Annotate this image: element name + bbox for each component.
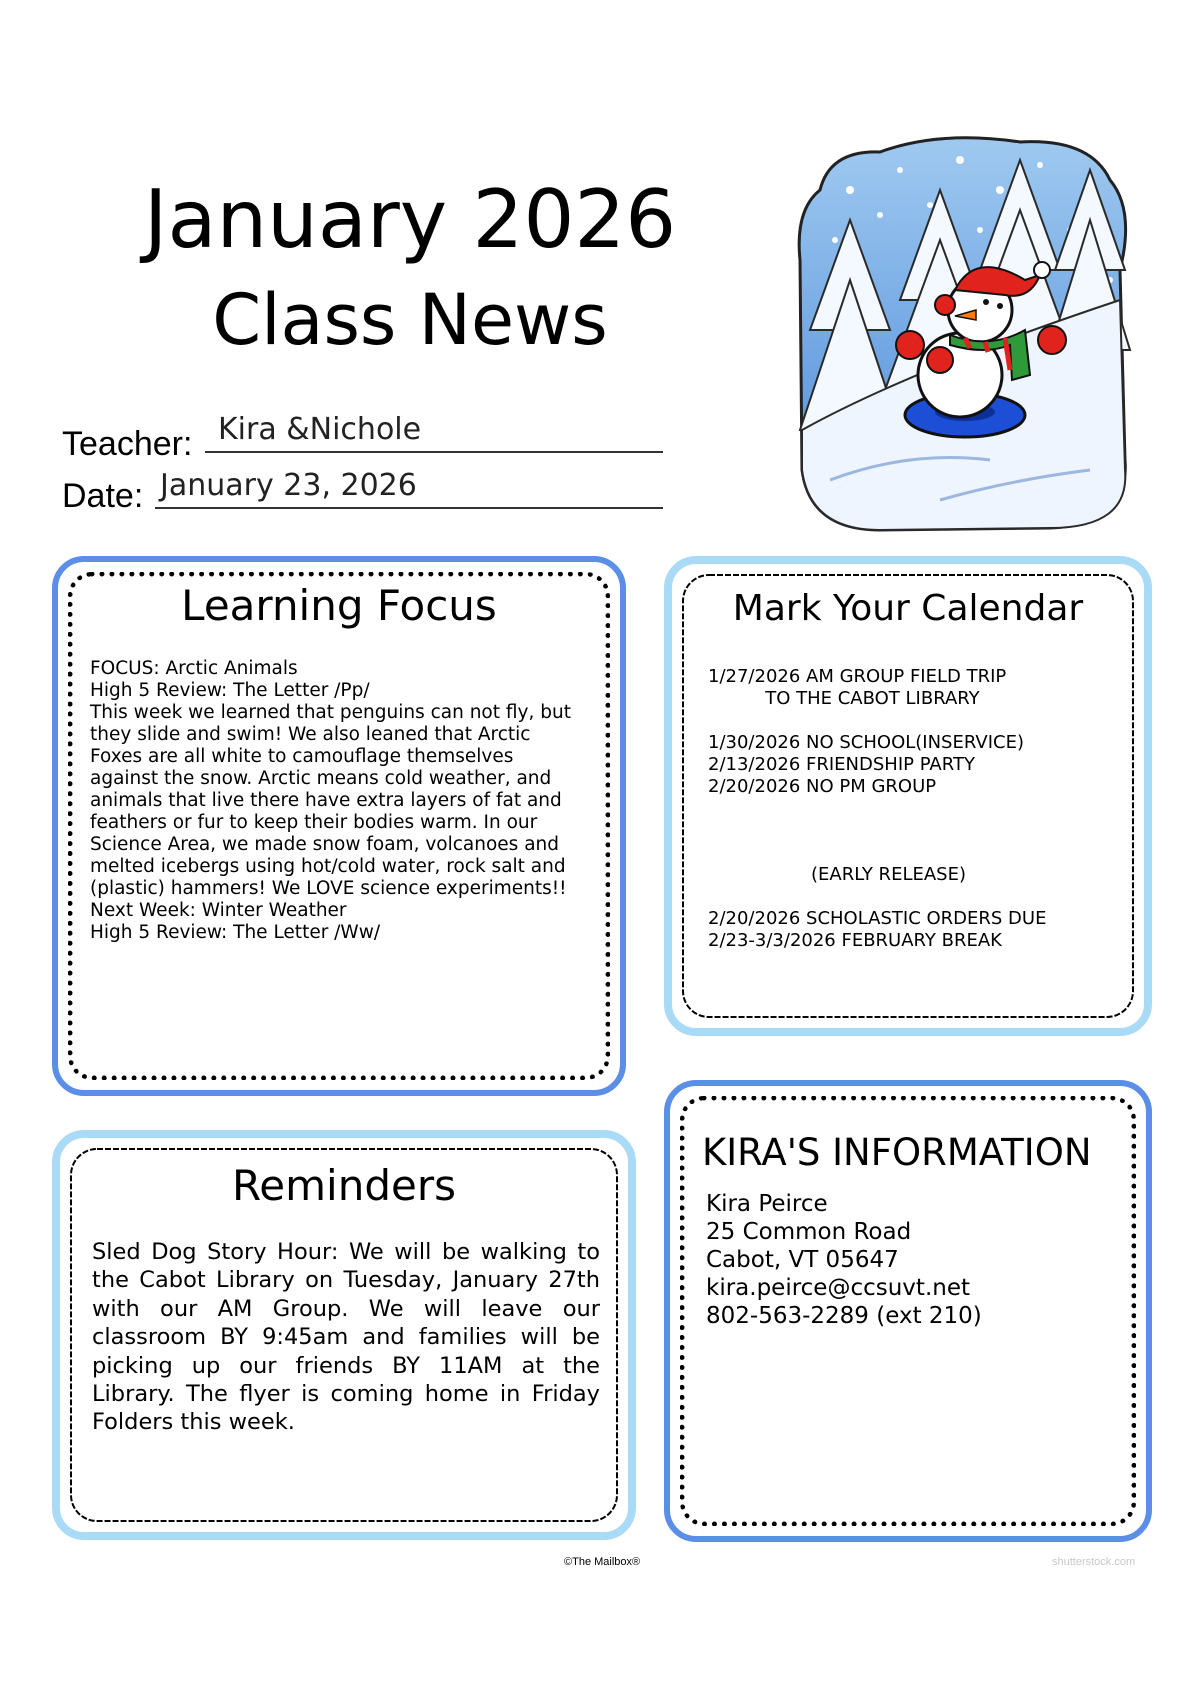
- learning-focus-line: This week we learned that penguins can not fly, but: [90, 702, 571, 723]
- contact-line: 802-563-2289 (ext 210): [706, 1303, 982, 1329]
- learning-focus-line: animals that live there have extra layers of fat and: [90, 790, 562, 811]
- watermark: shutterstock.com: [1052, 1556, 1136, 1568]
- page-title: January 2026: [143, 173, 677, 266]
- calendar-entry: (EARLY RELEASE): [708, 864, 966, 885]
- calendar-entry: [708, 886, 1128, 908]
- learning-focus-panel: [52, 556, 626, 1096]
- calendar-entry: TO THE CABOT LIBRARY: [708, 688, 980, 709]
- contact-line: Kira Peirce: [706, 1191, 828, 1217]
- reminders-body: Sled Dog Story Hour: We will be walking to the Cabot Library on Tuesday, January 27th with our AM Group. We will leave our classroom BY 9:45am and families will be picking up our friends BY 11AM at the Library. The flyer is coming home in Friday Folders this week.: [92, 1239, 600, 1436]
- learning-focus-line: (plastic) hammers! We LOVE science experiments!!: [90, 878, 567, 899]
- learning-focus-line: High 5 Review: The Letter /Pp/: [90, 680, 370, 701]
- learning-focus-body: [90, 658, 610, 944]
- calendar-entry: [708, 842, 1128, 864]
- calendar-entry: 1/30/2026 NO SCHOOL(INSERVICE): [708, 732, 1024, 753]
- calendar-body: [708, 666, 1128, 952]
- learning-focus-title: Learning Focus: [181, 581, 497, 630]
- teacher-underline: [205, 451, 663, 453]
- date-label: Date:: [62, 477, 144, 515]
- calendar-entry: 2/20/2026 SCHOLASTIC ORDERS DUE: [708, 908, 1047, 929]
- learning-focus-line: FOCUS: Arctic Animals: [90, 658, 298, 679]
- learning-focus-line: against the snow. Arctic means cold weather, and: [90, 768, 552, 789]
- reminders-panel: [52, 1130, 636, 1540]
- teacher-value: Kira &Nichole: [218, 412, 422, 447]
- date-value: January 23, 2026: [160, 468, 417, 503]
- calendar-entry: 2/23-3/3/2026 FEBRUARY BREAK: [708, 930, 1002, 951]
- learning-focus-line: Science Area, we made snow foam, volcanoes and: [90, 834, 559, 855]
- snowman-sledding-icon: [790, 130, 1140, 540]
- kira-info-body: [706, 1190, 1126, 1330]
- contact-line: Cabot, VT 05647: [706, 1247, 899, 1273]
- learning-focus-line: they slide and swim! We also leaned that Arctic: [90, 724, 531, 745]
- contact-line: kira.peirce@ccsuvt.net: [706, 1275, 970, 1301]
- reminders-title: Reminders: [232, 1161, 456, 1210]
- contact-line: 25 Common Road: [706, 1219, 912, 1245]
- calendar-entry: [708, 798, 1128, 820]
- calendar-entry: 2/20/2026 NO PM GROUP: [708, 776, 937, 797]
- calendar-title: Mark Your Calendar: [732, 588, 1084, 629]
- calendar-entry: 2/13/2026 FRIENDSHIP PARTY: [708, 754, 975, 775]
- calendar-entry: [708, 820, 1128, 842]
- learning-focus-line: feathers or fur to keep their bodies warm. In our: [90, 812, 538, 833]
- calendar-entry: [708, 710, 1128, 732]
- learning-focus-line: High 5 Review: The Letter /Ww/: [90, 922, 381, 943]
- learning-focus-line: Foxes are all white to camouflage themselves: [90, 746, 514, 767]
- copyright-credit: ©The Mailbox®: [564, 1556, 641, 1568]
- page-subtitle: Class News: [212, 279, 608, 361]
- learning-focus-line: Next Week: Winter Weather: [90, 900, 347, 921]
- kira-info-title: KIRA'S INFORMATION: [702, 1131, 1092, 1174]
- teacher-label: Teacher:: [62, 425, 193, 463]
- kira-info-panel: [664, 1080, 1152, 1542]
- learning-focus-line: melted icebergs using hot/cold water, rock salt and: [90, 856, 566, 877]
- calendar-panel: [664, 556, 1152, 1036]
- date-underline: [155, 507, 663, 509]
- calendar-entry: 1/27/2026 AM GROUP FIELD TRIP: [708, 666, 1007, 687]
